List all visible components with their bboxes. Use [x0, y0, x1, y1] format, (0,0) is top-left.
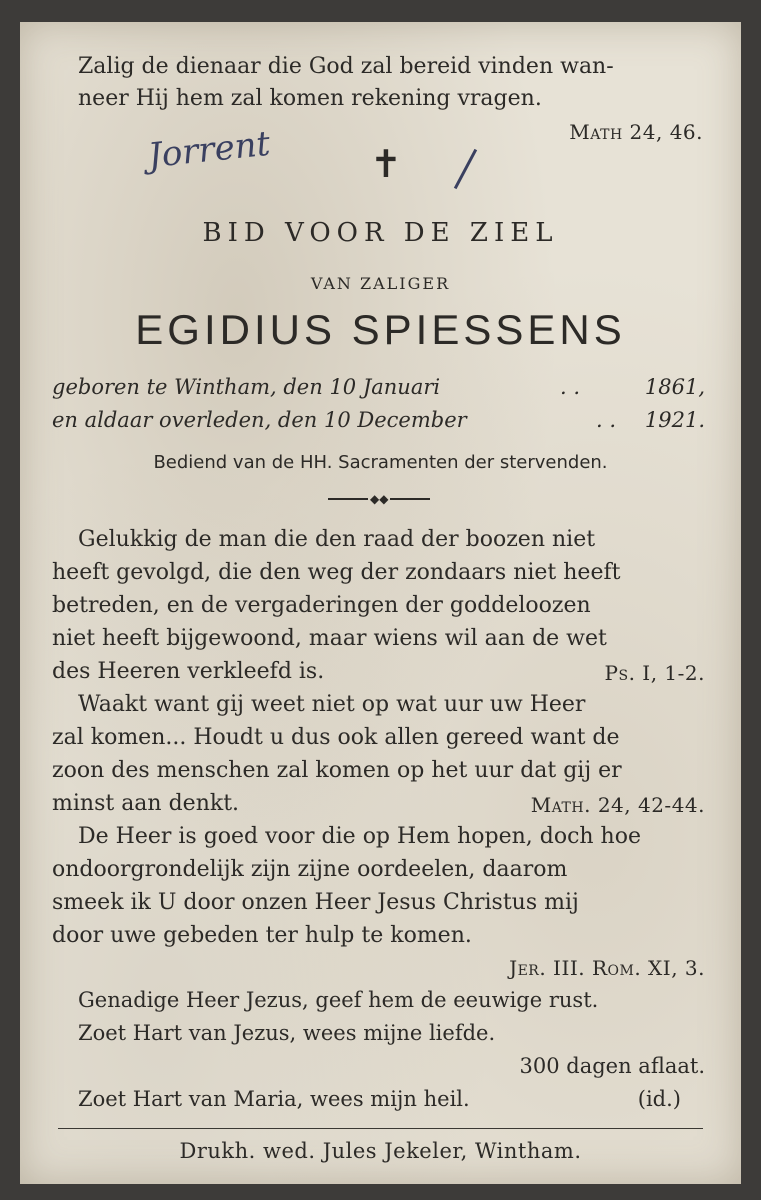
van-zaliger-heading: VAN ZALIGER	[310, 274, 451, 293]
death-dots: . .	[596, 408, 617, 432]
epigraph-line-1: Zalig de dienaar die God zal bereid vinden wan-	[78, 54, 614, 79]
p1-line-2: heeft gevolgd, die den weg der zondaars niet heeft	[52, 560, 621, 585]
p3-reference: Jer. III. Rom. XI, 3.	[509, 956, 705, 980]
death-year: 1921.	[644, 408, 705, 432]
prayer-3-reference: (id.)	[637, 1087, 681, 1111]
p1-line-4: niet heeft bijgewoond, maar wiens wil aan de wet	[52, 626, 607, 651]
p2-reference: Math. 24, 42-44.	[530, 793, 705, 817]
prayer-3: Zoet Hart van Maria, wees mijn heil.	[78, 1087, 470, 1111]
pen-stroke	[454, 149, 477, 189]
birth-year: 1861,	[644, 375, 705, 399]
pray-heading: BID VOOR DE ZIEL	[202, 218, 559, 248]
memorial-card	[20, 22, 741, 1184]
prayer-1: Genadige Heer Jezus, geef hem de eeuwige rust.	[78, 988, 599, 1012]
p2-line-3: zoon des menschen zal komen op het uur dat gij er	[52, 758, 622, 783]
death-line: en aldaar overleden, den 10 December	[52, 408, 467, 432]
p3-line-1: De Heer is goed voor die op Hem hopen, doch hoe	[78, 824, 641, 849]
p1-line-1: Gelukkig de man die den raad der boozen niet	[78, 527, 596, 552]
p3-line-3: smeek ik U door onzen Heer Jesus Christus mij	[52, 890, 579, 915]
p2-line-1: Waakt want gij weet niet op wat uur uw Heer	[78, 692, 586, 717]
prayer-2: Zoet Hart van Jezus, wees mijne liefde.	[78, 1021, 496, 1045]
p3-line-2: ondoorgrondelijk zijn zijne oordeelen, daarom	[52, 857, 568, 882]
epigraph-line-2: neer Hij hem zal komen rekening vragen.	[78, 86, 542, 111]
handwritten-signature: Jorrent	[146, 123, 273, 177]
p2-line-4: minst aan denkt.	[52, 791, 240, 816]
p2-line-2: zal komen... Houdt u dus ook allen gereed want de	[52, 725, 620, 750]
footer-rule	[58, 1128, 703, 1129]
birth-line: geboren te Wintham, den 10 Januari	[52, 375, 441, 399]
ornament-divider: ◆◆	[328, 492, 430, 506]
p3-line-4: door uwe gebeden ter hulp te komen.	[52, 923, 472, 948]
p1-line-3: betreden, en de vergaderingen der goddeloozen	[52, 593, 591, 618]
cross-icon: ✝	[370, 142, 402, 186]
deceased-name: EGIDIUS SPIESSENS	[135, 306, 626, 353]
sacraments-line: Bediend van de HH. Sacramenten der stervenden.	[153, 452, 608, 473]
p1-reference: Ps. I, 1-2.	[604, 661, 705, 685]
indulgence: 300 dagen aflaat.	[519, 1054, 705, 1078]
p1-line-5: des Heeren verkleefd is.	[52, 659, 325, 684]
birth-dots: . .	[560, 375, 581, 399]
printer-line: Drukh. wed. Jules Jekeler, Wintham.	[179, 1139, 582, 1163]
epigraph-reference: Math 24, 46.	[569, 120, 703, 144]
